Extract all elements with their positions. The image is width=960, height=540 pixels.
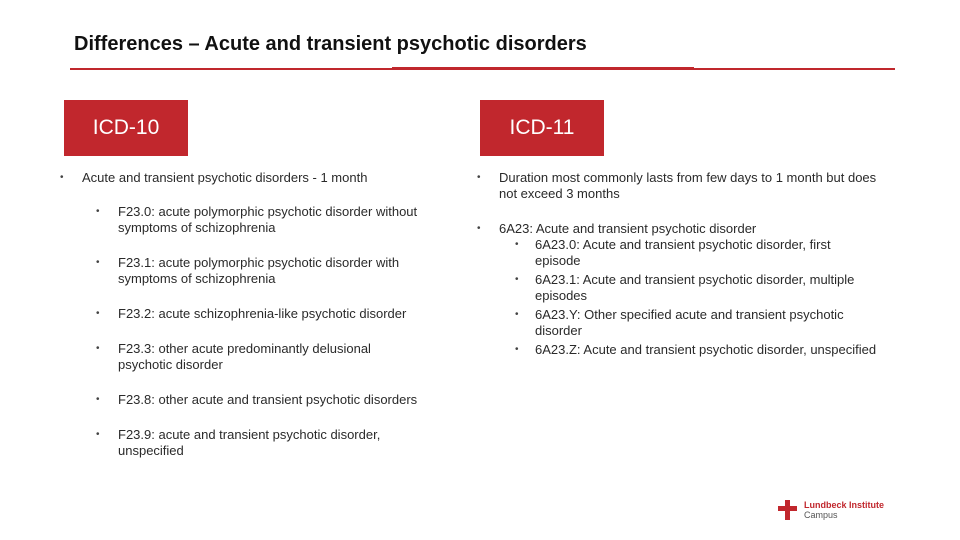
list-item-text: 6A23.Z: Acute and transient psychotic disorder, unspecified bbox=[535, 342, 877, 357]
list-item-text: F23.1: acute polymorphic psychotic disorder with symptoms of schizophrenia bbox=[118, 255, 400, 286]
bullet-icon: • bbox=[96, 206, 100, 217]
lundbeck-logo bbox=[778, 500, 884, 520]
list-item bbox=[515, 342, 877, 358]
list-item-text: F23.9: acute and transient psychotic disorder, unspecified bbox=[118, 427, 381, 458]
icd10-column bbox=[60, 170, 420, 459]
bullet-icon: • bbox=[96, 257, 100, 268]
icd11-column bbox=[477, 170, 877, 362]
list-item-text: 6A23.0: Acute and transient psychotic disorder, first episode bbox=[535, 237, 831, 268]
list-item bbox=[96, 392, 420, 408]
icd10-header-label: ICD-10 bbox=[92, 116, 160, 139]
icd11-code-text: 6A23: Acute and transient psychotic disorder bbox=[499, 221, 757, 236]
bullet-icon: • bbox=[515, 274, 519, 285]
icd11-code-bullet bbox=[477, 221, 877, 237]
icd10-main-bullet-text: Acute and transient psychotic disorders - 1 month bbox=[82, 170, 368, 185]
list-item-text: 6A23.Y: Other specified acute and transient psychotic disorder bbox=[535, 307, 844, 338]
list-item bbox=[515, 272, 877, 303]
list-item bbox=[96, 341, 420, 373]
list-item bbox=[96, 306, 420, 322]
bullet-icon: • bbox=[515, 239, 519, 250]
bullet-icon: • bbox=[515, 344, 519, 355]
list-item-text: F23.2: acute schizophrenia-like psychotic disorder bbox=[118, 306, 407, 321]
list-item bbox=[515, 237, 877, 268]
title-underline-accent bbox=[392, 67, 694, 69]
icd10-main-bullet bbox=[60, 170, 420, 186]
logo-line2: Campus bbox=[804, 510, 838, 520]
bullet-icon: • bbox=[515, 309, 519, 320]
bullet-icon: • bbox=[477, 172, 481, 183]
list-item-text: F23.8: other acute and transient psychotic disorders bbox=[118, 392, 418, 407]
bullet-icon: • bbox=[96, 308, 100, 319]
cross-logo-icon bbox=[778, 500, 798, 520]
bullet-icon: • bbox=[477, 223, 481, 234]
list-item-text: F23.3: other acute predominantly delusional psychotic disorder bbox=[118, 341, 371, 372]
list-item bbox=[515, 307, 877, 338]
list-item bbox=[96, 255, 420, 287]
slide-title: Differences – Acute and transient psychotic disorders bbox=[74, 33, 587, 55]
icd11-duration-bullet bbox=[477, 170, 877, 202]
logo-line1: Lundbeck Institute bbox=[804, 500, 885, 510]
list-item bbox=[96, 427, 420, 459]
bullet-icon: • bbox=[96, 429, 100, 440]
list-item bbox=[96, 204, 420, 236]
list-item-text: F23.0: acute polymorphic psychotic disorder without symptoms of schizophrenia bbox=[118, 204, 418, 235]
icd10-header-box bbox=[64, 100, 188, 156]
icd11-header-label: ICD-11 bbox=[509, 116, 575, 139]
icd11-header-box bbox=[480, 100, 604, 156]
logo-text bbox=[804, 500, 884, 520]
list-item-text: 6A23.1: Acute and transient psychotic disorder, multiple episodes bbox=[535, 272, 855, 303]
bullet-icon: • bbox=[60, 172, 64, 183]
bullet-icon: • bbox=[96, 394, 100, 405]
bullet-icon: • bbox=[96, 343, 100, 354]
icd11-duration-text: Duration most commonly lasts from few days to 1 month but does not exceed 3 months bbox=[499, 170, 877, 201]
